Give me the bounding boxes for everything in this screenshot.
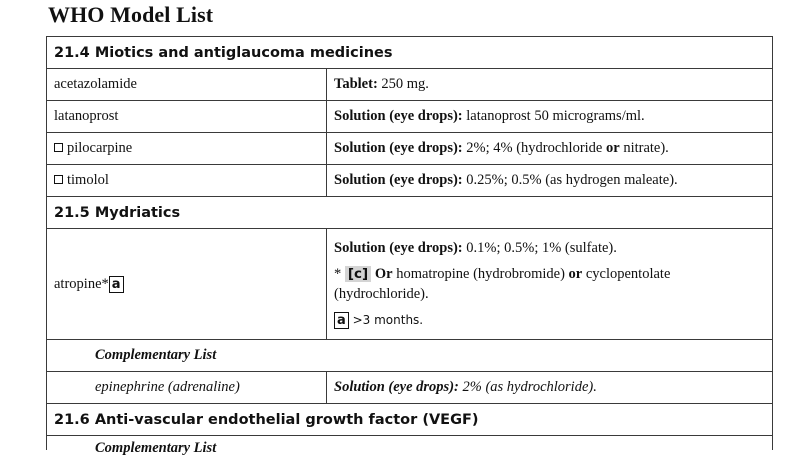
document-title: WHO Model List — [48, 2, 214, 27]
square-box-icon — [54, 143, 63, 152]
table-row — [47, 165, 773, 197]
medicine-form — [327, 229, 773, 340]
section-header-21-6 — [47, 404, 773, 436]
medicine-name: epinephrine (adrenaline) — [47, 372, 327, 404]
complementary-list-label: Complementary List — [47, 340, 773, 372]
section-heading: 21.4 Miotics and antiglaucoma medicines — [47, 37, 773, 69]
atropine-line-1: Solution (eye drops): 0.1%; 0.5%; 1% (sulfate). — [334, 240, 617, 256]
medicine-name: latanoprost — [47, 101, 327, 133]
medicine-form: Solution (eye drops): 0.25%; 0.5% (as hydrogen maleate). — [327, 165, 773, 197]
medicine-table — [46, 36, 773, 456]
age-restriction-badge: a — [334, 312, 349, 329]
medicine-form: Tablet: 250 mg. — [327, 69, 773, 101]
table-row — [47, 229, 773, 340]
square-box-icon — [54, 175, 63, 184]
children-tag: [c] — [345, 266, 371, 282]
atropine-line-2: * [c] Or homatropine (hydrobromide) or cyclopentolate (hydrochloride). — [334, 266, 671, 302]
section-heading: 21.5 Mydriatics — [47, 197, 773, 229]
section-heading: 21.6 Anti-vascular endothelial growth factor (VEGF) — [47, 404, 773, 436]
medicine-form: Solution (eye drops): 2%; 4% (hydrochloride or nitrate). — [327, 133, 773, 165]
table-row — [47, 69, 773, 101]
table-row — [47, 372, 773, 404]
section-header-21-5 — [47, 197, 773, 229]
complementary-list-label: Complementary List — [47, 436, 773, 451]
medicine-name: pilocarpine — [47, 133, 327, 165]
atropine-line-3: a >3 months. — [334, 310, 765, 330]
complementary-list-row — [47, 340, 773, 372]
age-restriction-badge: a — [109, 276, 124, 293]
table-row — [47, 133, 773, 165]
complementary-list-row — [47, 436, 773, 451]
table-row — [47, 101, 773, 133]
medicine-name: acetazolamide — [47, 69, 327, 101]
medicine-form: Solution (eye drops): 2% (as hydrochloride). — [327, 372, 773, 404]
section-header-21-4 — [47, 37, 773, 69]
medicine-name: timolol — [47, 165, 327, 197]
medicine-form: Solution (eye drops): latanoprost 50 micrograms/ml. — [327, 101, 773, 133]
medicine-name: atropine* a — [47, 229, 327, 340]
